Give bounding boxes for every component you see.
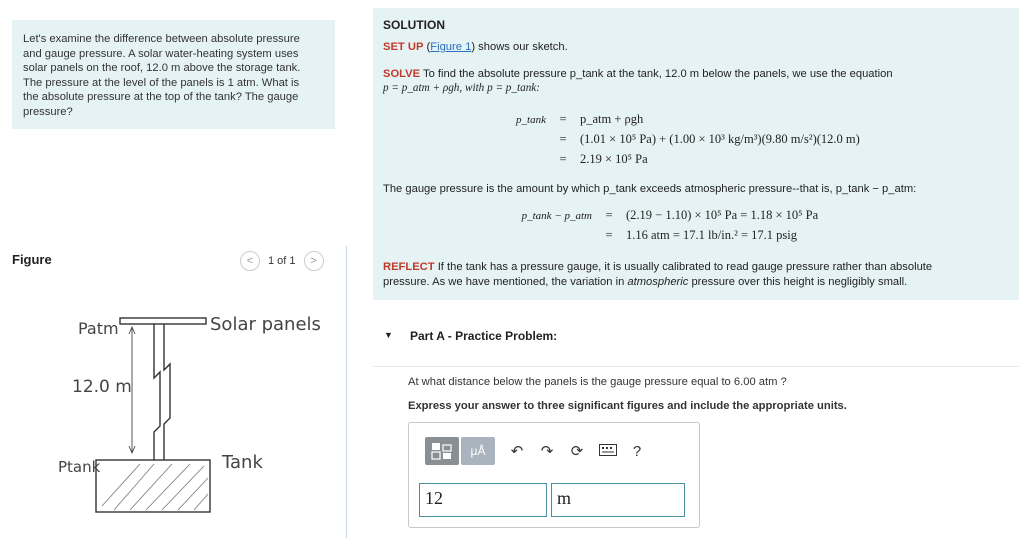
next-figure-button[interactable]: > [304, 251, 324, 271]
label-solar-panels: Solar panels [210, 314, 321, 335]
help-button[interactable]: ? [632, 442, 642, 460]
part-a-instruction: Express your answer to three significant figures and include the appropriate units. [408, 400, 847, 412]
setup-text: shows our sketch. [478, 41, 568, 53]
part-a-header[interactable] [373, 314, 1019, 367]
equation-row [500, 228, 818, 248]
setup-line: SET UP (Figure 1) shows our sketch. [383, 41, 568, 53]
reflect-paragraph [383, 260, 1013, 289]
problem-statement [12, 20, 335, 129]
eq-op: = [559, 132, 567, 146]
units-button[interactable]: μÅ [461, 437, 495, 465]
problem-line: solar panels on the roof, 12.0 m above the storage tank. [23, 62, 301, 75]
redo-icon[interactable]: ↷ [540, 443, 554, 460]
math-toolbar [425, 437, 645, 465]
eq-rhs: (2.19 − 1.10) × 10⁵ Pa = 1.18 × 10⁵ Pa [626, 208, 819, 222]
solar-panel-bar [120, 318, 206, 324]
reset-icon[interactable]: ⟳ [570, 443, 584, 460]
equation-block-2 [500, 208, 818, 248]
keyboard-icon[interactable] [599, 443, 615, 460]
label-patm: Patm [78, 319, 119, 338]
tank-hatching [102, 464, 208, 510]
pipe-left [154, 324, 160, 460]
label-tank: Tank [222, 452, 263, 473]
reflect-text-2c: pressure over this height is negligibly small. [688, 275, 908, 288]
equation-row [500, 208, 818, 228]
solve-label: SOLVE [383, 67, 421, 80]
pipe-right [164, 324, 170, 460]
eq-rhs: 2.19 × 10⁵ Pa [580, 152, 648, 166]
problem-line: pressure? [23, 105, 73, 118]
eq-lhs: p_tank − p_atm [521, 210, 592, 222]
solve-text: To find the absolute pressure p_tank at the tank, 12.0 m below the panels, we use the equation [423, 67, 893, 80]
reflect-text-2b: atmospheric [627, 275, 689, 288]
eq-op: = [559, 112, 567, 126]
eq-op: = [559, 152, 567, 166]
solve-line [383, 67, 1009, 82]
reflect-text-2a: pressure. As we have mentioned, the variation in [383, 275, 628, 288]
figure-link[interactable]: Figure 1 [430, 41, 472, 53]
answer-value-input[interactable]: 12 [419, 483, 547, 517]
eq-rhs: (1.01 × 10⁵ Pa) + (1.00 × 10³ kg/m³)(9.80 m/s²)(12.0 m) [580, 132, 860, 146]
label-ptank: Ptank [58, 458, 101, 476]
eq-op: = [605, 208, 613, 222]
problem-line: the absolute pressure at the top of the tank? The gauge [23, 91, 299, 104]
templates-button[interactable] [425, 437, 459, 465]
problem-line: and gauge pressure. A solar water-heating system uses [23, 47, 299, 60]
label-height: 12.0 m [72, 377, 132, 397]
eq-rhs: p_atm + ρgh [580, 112, 644, 126]
pager-count: 1 of 1 [268, 255, 296, 267]
solution-heading: SOLUTION [383, 18, 445, 32]
equation-row [476, 152, 860, 172]
part-a-label: Part A - Practice Problem: [410, 329, 558, 343]
problem-line: Let's examine the difference between absolute pressure [23, 33, 300, 45]
answer-unit-input[interactable]: m [551, 483, 685, 517]
figure-pager [240, 251, 324, 271]
equation-row [476, 132, 860, 152]
reflect-text-1: If the tank has a pressure gauge, it is usually calibrated to read gauge pressure rather than absolute [437, 261, 933, 273]
eq-lhs: p_tank [516, 114, 546, 126]
reflect-label: REFLECT [383, 261, 435, 273]
equation-block-1 [476, 112, 860, 172]
eq-rhs: 1.16 atm = 17.1 lb/in.² = 17.1 psig [626, 228, 797, 242]
equation-row [476, 112, 860, 132]
problem-line: The pressure at the level of the panels is 1 atm. What is [23, 76, 300, 89]
column-divider [346, 246, 347, 538]
gauge-text: The gauge pressure is the amount by which p_tank exceeds atmospheric pressure--that is, p_tank − p_atm: [383, 183, 917, 195]
answer-box [408, 422, 700, 528]
undo-icon[interactable]: ↶ [510, 443, 524, 460]
prev-figure-button[interactable]: < [240, 251, 260, 271]
figure-sketch [50, 300, 330, 520]
solve-text-2: p = p_atm + ρgh, with p = p_tank: [383, 82, 540, 94]
tank-box [96, 460, 210, 512]
collapse-triangle-icon[interactable]: ▼ [384, 330, 393, 340]
part-a-question: At what distance below the panels is the gauge pressure equal to 6.00 atm ? [408, 376, 787, 388]
eq-op: = [605, 228, 613, 242]
setup-label: SET UP [383, 41, 424, 53]
templates-icon [431, 442, 453, 460]
figure-title: Figure [12, 252, 52, 267]
